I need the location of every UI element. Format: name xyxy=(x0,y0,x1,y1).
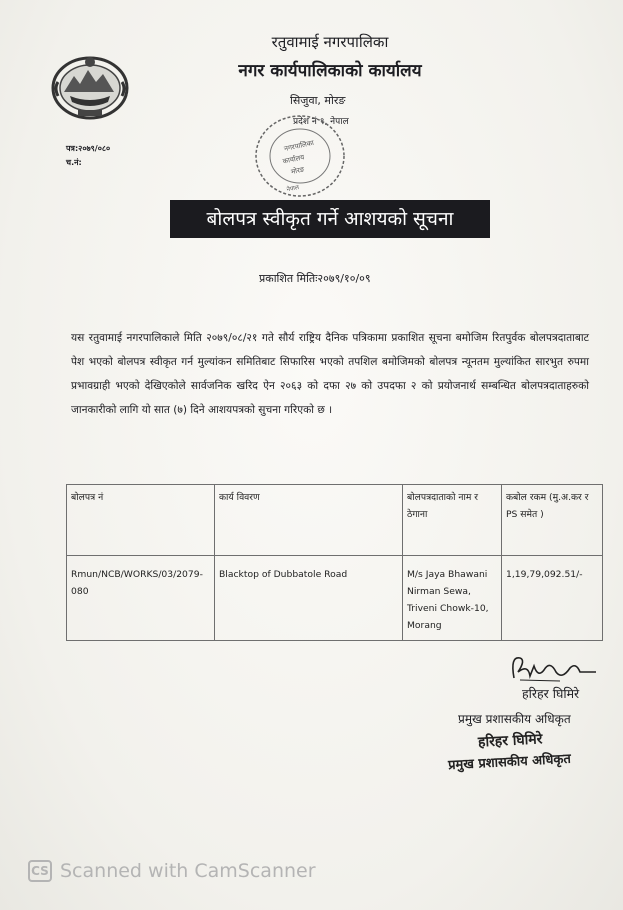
header-bid-amount: कबोल रकम (मु.अ.कर र PS समेत ) xyxy=(502,485,603,556)
address-line-2: प्रदेश नं १, नेपाल xyxy=(293,117,349,127)
cell-bid-number: Rmun/NCB/WORKS/03/2079-080 xyxy=(67,556,215,641)
nepal-emblem-icon xyxy=(48,52,132,122)
header-bid-number: बोलपत्र नं xyxy=(67,485,215,556)
office-title: नगर कार्यपालिकाको कार्यालय xyxy=(238,61,422,81)
seal-text-2: कार्यालय xyxy=(281,153,306,166)
cell-work-description: Blacktop of Dubbatole Road xyxy=(215,556,403,641)
published-date: प्रकाशित मितिः२०७९/१०/०९ xyxy=(259,272,371,285)
stamp-name: हरिहर घिमिरे xyxy=(477,731,543,751)
handwritten-signature xyxy=(500,650,600,686)
table-row xyxy=(67,556,603,641)
watermark-text: Scanned with CamScanner xyxy=(60,860,316,882)
bid-table xyxy=(66,484,603,641)
cell-bidder: M/s Jaya Bhawani Nirman Sewa, Triveni Chowk-10, Morang xyxy=(403,556,502,641)
notice-title: बोलपत्र स्वीकृत गर्ने आशयको सूचना xyxy=(170,200,490,238)
header-bidder: बोलपत्रदाताको नाम र ठेगाना xyxy=(403,485,502,556)
cell-bid-amount: 1,19,79,092.51/- xyxy=(502,556,603,641)
signatory-name: हरिहर घिमिरे xyxy=(522,686,580,701)
office-seal-stamp xyxy=(250,108,350,200)
seal-text-3: मोरङ xyxy=(290,165,306,177)
letter-reference: पत्र:२०७९/०८० xyxy=(66,144,111,153)
office-name: रतुवामाई नगरपालिका xyxy=(271,33,389,51)
notice-body: यस रतुवामाई नगरपालिकाले मिति २०७९/०८/२१ गते सौर्य राष्ट्रिय दैनिक पत्रिकामा प्रकाशित सूचना बमोजिम रितपुर्वक बोलपत्रदाताबाट पेश भएको बोलपत्र स्वीकृत गर्न मुल्यांकन समितिबाट सिफारिस भएको तपशिल बमोजिमको बोलपत्र न्यूनतम मुल्यांकित सारभुत रुपमा प्रभावग्राही भएको देखिएकोले सार्वजनिक खरिद ऐन २०६३ को दफा २७ को उपदफा २ को प्रयोजनार्थ सम्बन्धित बोलपत्रदाताहरुको जानकारीको लागि यो सात (७) दिने आशयपत्रको सुचना गरिएको छ । xyxy=(71,332,589,416)
dispatch-number: च.नं: xyxy=(66,158,82,167)
stamp-title: प्रमुख प्रशासकीय अधिकृत xyxy=(447,751,572,774)
seal-text-1: नगरपालिका xyxy=(283,138,315,154)
camscanner-watermark xyxy=(28,860,316,882)
seal-text-4: नेपाल xyxy=(286,183,300,194)
header-work-description: कार्य विवरण xyxy=(215,485,403,556)
signatory-title: प्रमुख प्रशासकीय अधिकृत xyxy=(458,712,571,726)
address-line-1: सिजुवा, मोरङ xyxy=(290,94,346,107)
table-header-row xyxy=(67,485,603,556)
camscanner-logo-icon: CS xyxy=(28,860,52,882)
